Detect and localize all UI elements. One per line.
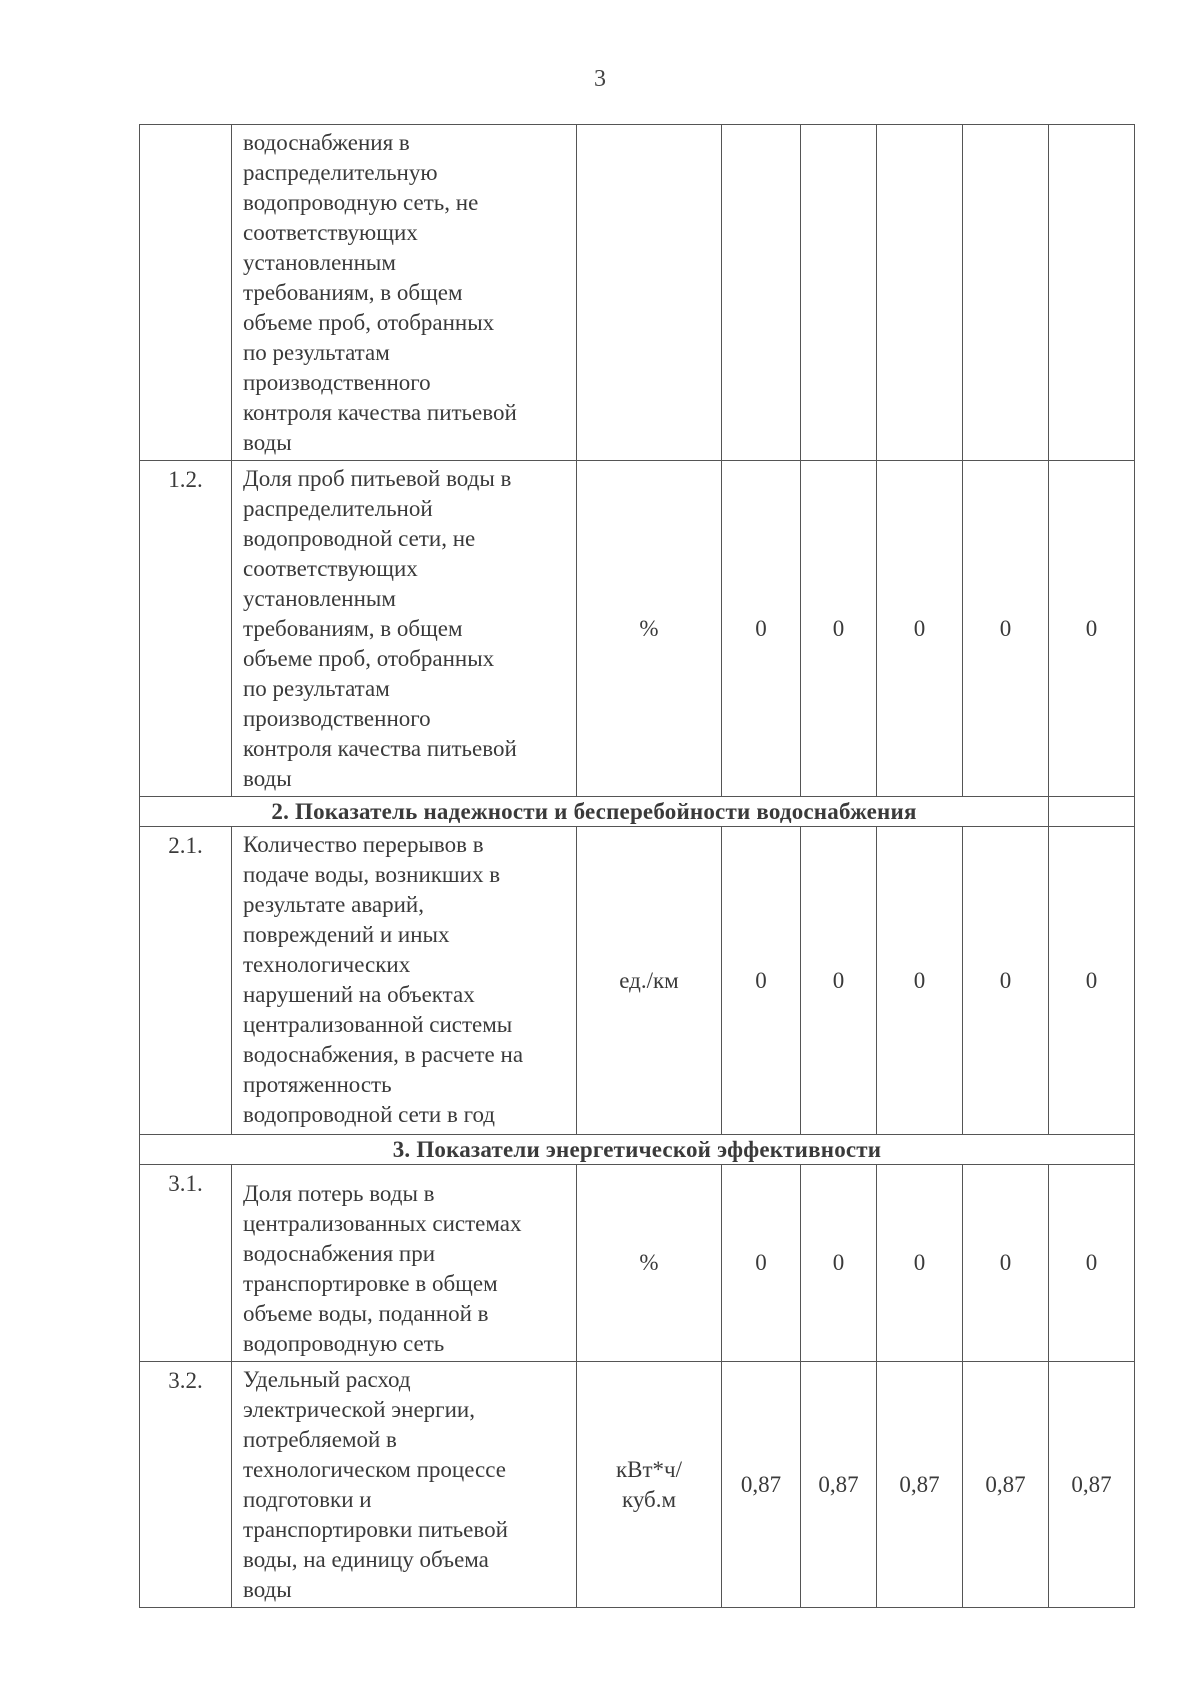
unit-cell: кВт*ч/ куб.м [577,1362,722,1608]
table-row [140,1165,1135,1362]
value-cell: 0,87 [963,1362,1049,1608]
value-cell [877,125,963,461]
indicators-table [139,124,1135,1608]
unit-cell [577,125,722,461]
value-cell [963,125,1049,461]
row-number: 1.2. [140,461,232,797]
value-cell [1049,125,1135,461]
unit-cell: % [577,1165,722,1362]
indicator-name: Удельный расход электрической энергии, потребляемой в технологическом процессе подготовки и транспортировки питьевой воды, на единицу объема воды [232,1362,577,1608]
section-heading: 2. Показатель надежности и бесперебойности водоснабжения [140,797,1049,827]
table-row [140,827,1135,1135]
value-cell: 0 [877,461,963,797]
row-number [140,125,232,461]
value-cell: 0 [722,1165,801,1362]
section-row [140,1135,1135,1165]
section-empty-cell [1049,797,1135,827]
value-cell: 0 [801,1165,877,1362]
value-cell: 0 [1049,827,1135,1135]
value-cell: 0 [722,461,801,797]
table-row [140,461,1135,797]
value-cell: 0,87 [877,1362,963,1608]
unit-cell: % [577,461,722,797]
indicator-name: Доля проб питьевой воды в распределительной водопроводной сети, не соответствующих установленным требованиям, в общем объеме проб, отобранных по результатам производственного контроля качества питьевой воды [232,461,577,797]
value-cell: 0 [963,827,1049,1135]
value-cell: 0,87 [1049,1362,1135,1608]
value-cell: 0 [963,1165,1049,1362]
row-number: 3.2. [140,1362,232,1608]
value-cell: 0 [877,827,963,1135]
value-cell: 0,87 [801,1362,877,1608]
value-cell [801,125,877,461]
page-number: 3 [594,66,606,92]
value-cell: 0 [722,827,801,1135]
indicator-name: Доля потерь воды в централизованных системах водоснабжения при транспортировке в общем объеме воды, поданной в водопроводную сеть [232,1165,577,1362]
row-number: 3.1. [140,1165,232,1362]
table-row [140,125,1135,461]
value-cell: 0 [1049,461,1135,797]
value-cell: 0 [801,827,877,1135]
row-number: 2.1. [140,827,232,1135]
value-cell: 0 [963,461,1049,797]
indicator-name: Количество перерывов в подаче воды, возникших в результате аварий, повреждений и иных технологических нарушений на объектах централизованной системы водоснабжения, в расчете на протяженность водопроводной сети в год [232,827,577,1135]
table-row [140,1362,1135,1608]
indicator-name: водоснабжения в распределительную водопроводную сеть, не соответствующих установленным требованиям, в общем объеме проб, отобранных по результатам производственного контроля качества питьевой воды [232,125,577,461]
section-heading: 3. Показатели энергетической эффективности [140,1135,1135,1165]
unit-cell: ед./км [577,827,722,1135]
value-cell: 0,87 [722,1362,801,1608]
value-cell: 0 [801,461,877,797]
section-row [140,797,1135,827]
value-cell: 0 [877,1165,963,1362]
value-cell [722,125,801,461]
value-cell: 0 [1049,1165,1135,1362]
